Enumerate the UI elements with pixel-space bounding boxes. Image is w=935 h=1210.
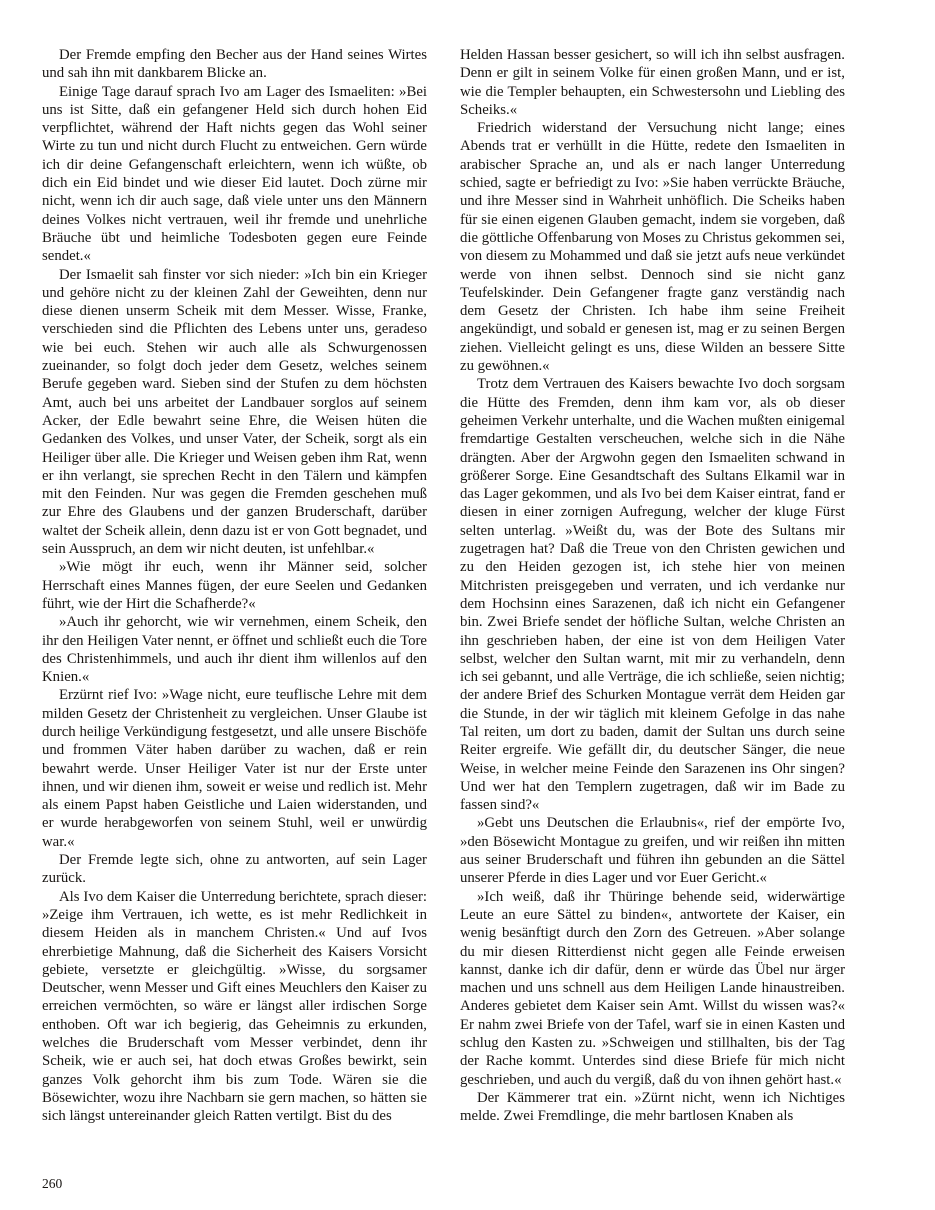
paragraph: Der Kämmerer trat ein. »Zürnt nicht, wenn ich Nichtiges melde. Zwei Fremdlinge, die mehr bartlosen Knaben als <box>460 1089 845 1125</box>
paragraph: Der Fremde legte sich, ohne zu antworten, auf sein Lager zurück. <box>42 852 427 887</box>
paragraph: Als Ivo dem Kaiser die Unterredung berichtete, sprach dieser: »Zeige ihm Vertrauen, ich wette, es ist mehr Redlichkeit in diesem Heiden als in manchem Christen.« Und auf Ivos ehrerbietige Mahnung, daß die Sicherheit des Kaisers Vorsicht gebiete, versetzte er gleichgültig. »Wisse, du sorgsamer Deutscher, wenn Messer und Gift eines Meuchlers den Kaiser zu erreichen vermöchten, so wäre er längst aller irdischen Sorge enthoben. Oft war ich begierig, das Geheimnis zu erkunden, welches die Bruderschaft vom Messer verbindet, denn ihr Scheik, wie er auch sei, hat doch etwas Großes bewirkt, sein ganzes Volk gehorcht ihm bis zum Tode. Wären sie die Bösewichter, wozu ihre Nachbarn sie gern machen, so hätten sie sich längst untereinander gleich Ratten vertilgt. Bist du des <box>42 888 427 1125</box>
paragraph-continuation: Helden Hassan besser gesichert, so will ich ihn selbst ausfragen. Denn er gilt in seinem Volke für einen großen Mann, und er ist, wie die Templer behaupten, ein Schwestersohn und Liebling des Scheiks.« <box>460 47 845 118</box>
left-column <box>42 46 427 1126</box>
paragraph: Erzürnt rief Ivo: »Wage nicht, eure teuflische Lehre mit dem milden Gesetz der Christenheit zu vergleichen. Unser Glaube ist durch heilige Verkündigung festgesetzt, und alle unsere Bischöfe und frommen Väter haben darüber zu wachen, daß er rein bewahrt werde. Unser Heiliger Vater ist nur der Erste unter ihnen, und wir dienen ihm, soweit er weise und redlich ist. Mehr als einem Papst haben Geistliche und Laien widerstanden, und er wurde herabgeworfen von seinem Stuhl, weil er unwürdig war.« <box>42 687 427 850</box>
two-column-text <box>42 46 846 1126</box>
paragraph: »Ich weiß, daß ihr Thüringe behende seid, widerwärtige Leute an eure Sättel zu binden«, antwortete der Kaiser, ein wenig besänftigt durch den Zorn des Getreuen. »Aber solange du mir diesen Ritterdienst nicht gegen alle Feinde erweisen kannst, danke ich dir dafür, denn er würde das Übel nur ärger machen und uns schnell aus dem Heiligen Lande hinaustreiben. Anderes gebietet dem Kaiser sein Amt. Willst du wissen was?« Er nahm zwei Briefe von der Tafel, warf sie in einen Kasten und schlug den Kasten zu. »Schweigen und stillhalten, bis der Tag der Rache kommt. Unterdes sind diese Briefe für mich nicht geschrieben, und auch du vergiß, daß du von ihnen gehört hast.« <box>460 888 845 1088</box>
right-column <box>460 46 845 1126</box>
page-number: 260 <box>42 1176 63 1191</box>
paragraph: »Gebt uns Deutschen die Erlaubnis«, rief der empörte Ivo, »den Bösewicht Montague zu greifen, und wir reißen ihn mitten aus seiner Bruderschaft und führen ihn gebunden an die Sättel unserer Pferde in dies Lager und vor Euer Gericht.« <box>460 815 845 887</box>
paragraph: »Wie mögt ihr euch, wenn ihr Männer seid, solcher Herrschaft eines Mannes fügen, der eure Seelen und Gedanken führt, wie der Hirt die Schafherde?« <box>42 559 427 612</box>
paragraph: Friedrich widerstand der Versuchung nicht lange; eines Abends trat er verhüllt in die Hütte, redete den Ismaeliten in arabischer Sprache an, und als er nach langer Unterredung schied, sagte er befriedigt zu Ivo: »Sie haben verrückte Bräuche, und ihre Messer sind in Wahrheit unhöflich. Die Scheiks haben für sie einen eigenen Glauben gemacht, indem sie vorgeben, daß die göttliche Offenbarung von Moses zu Christus gekommen sei, von diesem zu Mohammed und daß sie jetzt aufs neue verkündet werde von ihnen selbst. Dennoch sind sie nicht ganz Teufelskinder. Dein Gefangener fragte ganz verständig nach dem Gesetz der Christen. Ich habe ihm seine Freiheit angekündigt, und sobald er genesen ist, mag er zu seinen Bergen ziehen. Vielleicht gelingt es uns, diese Wilden an bessere Sitte zu gewöhnen.« <box>460 120 845 375</box>
paragraph: Trotz dem Vertrauen des Kaisers bewachte Ivo doch sorgsam die Hütte des Fremden, denn ihm kam vor, als ob dieser geheimen Verkehr unterhalte, und die Wachen mußten einigemal fremdartige Gestalten verscheuchen, welche sich in die Nähe drängten. Aber der Argwohn gegen den Ismaeliten schwand in größerer Sorge. Eine Gesandtschaft des Sultans Elkamil war in das Lager gekommen, und als Ivo bei dem Kaiser eintrat, fand er diesen in einer zornigen Aufregung, welcher der kluge Fürst selten unterlag. »Weißt du, was der Bote des Sultans mir zugetragen hat? Daß die Treue von den Christen gewichen und zu den Heiden gezogen ist, ich stehe hier von meinen Mitchristen preisgegeben und verraten, und ich verdanke nur dem Hochsinn eines Sarazenen, daß ich nicht ein Gefangener bin. Zwei Briefe sendet der höfliche Sultan, welche Christen an ihn geschrieben haben, der eine ist von dem Heiligen Vater selbst, welcher den Sultan warnt, mit mir zu verhandeln, denn ich sei gebannt, und alle Verträge, die ich schließe, seien nichtig; der andere Brief des Schurken Montague verrät dem Heiden gar die Stunde, in der wir täglich mit kleinem Gefolge in das nahe Tal reiten, um dort zu baden, damit der Sultan uns durch seine Reiter ergreife. Wie gefällt dir, du deutscher Sänger, die neue Weise, in welcher meine Feinde den Sarazenen ins Ohr singen? Und wer hat den Templern zugetragen, daß wir im Bade zu fassen sind?« <box>460 376 845 814</box>
paragraph: Der Fremde empfing den Becher aus der Hand seines Wirtes und sah ihn mit dankbarem Blicke an. <box>42 47 427 82</box>
page-body <box>42 46 846 1126</box>
paragraph: »Auch ihr gehorcht, wie wir vernehmen, einem Scheik, den ihr den Heiligen Vater nennt, er öffnet und schließt euch die Tore des Christenhimmels, und auch ihr dient ihm willenlos auf den Knien.« <box>42 614 427 686</box>
paragraph: Der Ismaelit sah finster vor sich nieder: »Ich bin ein Krieger und gehöre nicht zu der kleinen Zahl der Geweihten, denn nur diese dienen unserm Scheik mit dem Messer. Wisse, Franke, verschieden sind die Pflichten des Lebens unter uns, geradeso wie bei euch. Stehen wir auch alle als Schwurgenossen zueinander, so folgt doch jeder dem Gesetz, welches seinem Berufe gegeben ward. Sieben sind der Stufen zu dem höchsten Amt, auch bei uns arbeitet der Landbauer sorglos auf seinem Acker, der Edle bewahrt seine Ehre, die Weisen hüten die Gedanken des Volkes, und unser Vater, der Scheik, sorgt als ein Heiliger über alle. Die Krieger und Weisen geben ihm Rat, wenn er ihn verlangt, sie sprechen Recht in den Tälern und kämpfen mit den Feinden. Nur was gegen die Fremden geschehen muß zur Ehre des Glaubens und der ganzen Bruderschaft, darüber waltet der Scheik allein, denn dazu ist er von Gott begnadet, und sein Ausspruch, an dem wir nicht deuten, ist unfehlbar.« <box>42 266 427 558</box>
paragraph: Einige Tage darauf sprach Ivo am Lager des Ismaeliten: »Bei uns ist Sitte, daß ein gefangener Held sich durch hohen Eid verpflichtet, während der Haft nichts gegen das Wohl seiner Wirte zu tun und nicht durch Flucht zu entweichen. Gern würde ich dir deine Gefangenschaft erleichtern, wenn ich wüßte, ob dich ein Eid bindet und wie dieser Eid lautet. Doch zürne mir nicht, wenn ich dir auch sage, daß viele unter uns den Männern deines Volkes nicht vertrauen, weil ihr fremde und unehrliche Bräuche übt und heimliche Todesboten gegen eure Feinde sendet.« <box>42 83 427 265</box>
